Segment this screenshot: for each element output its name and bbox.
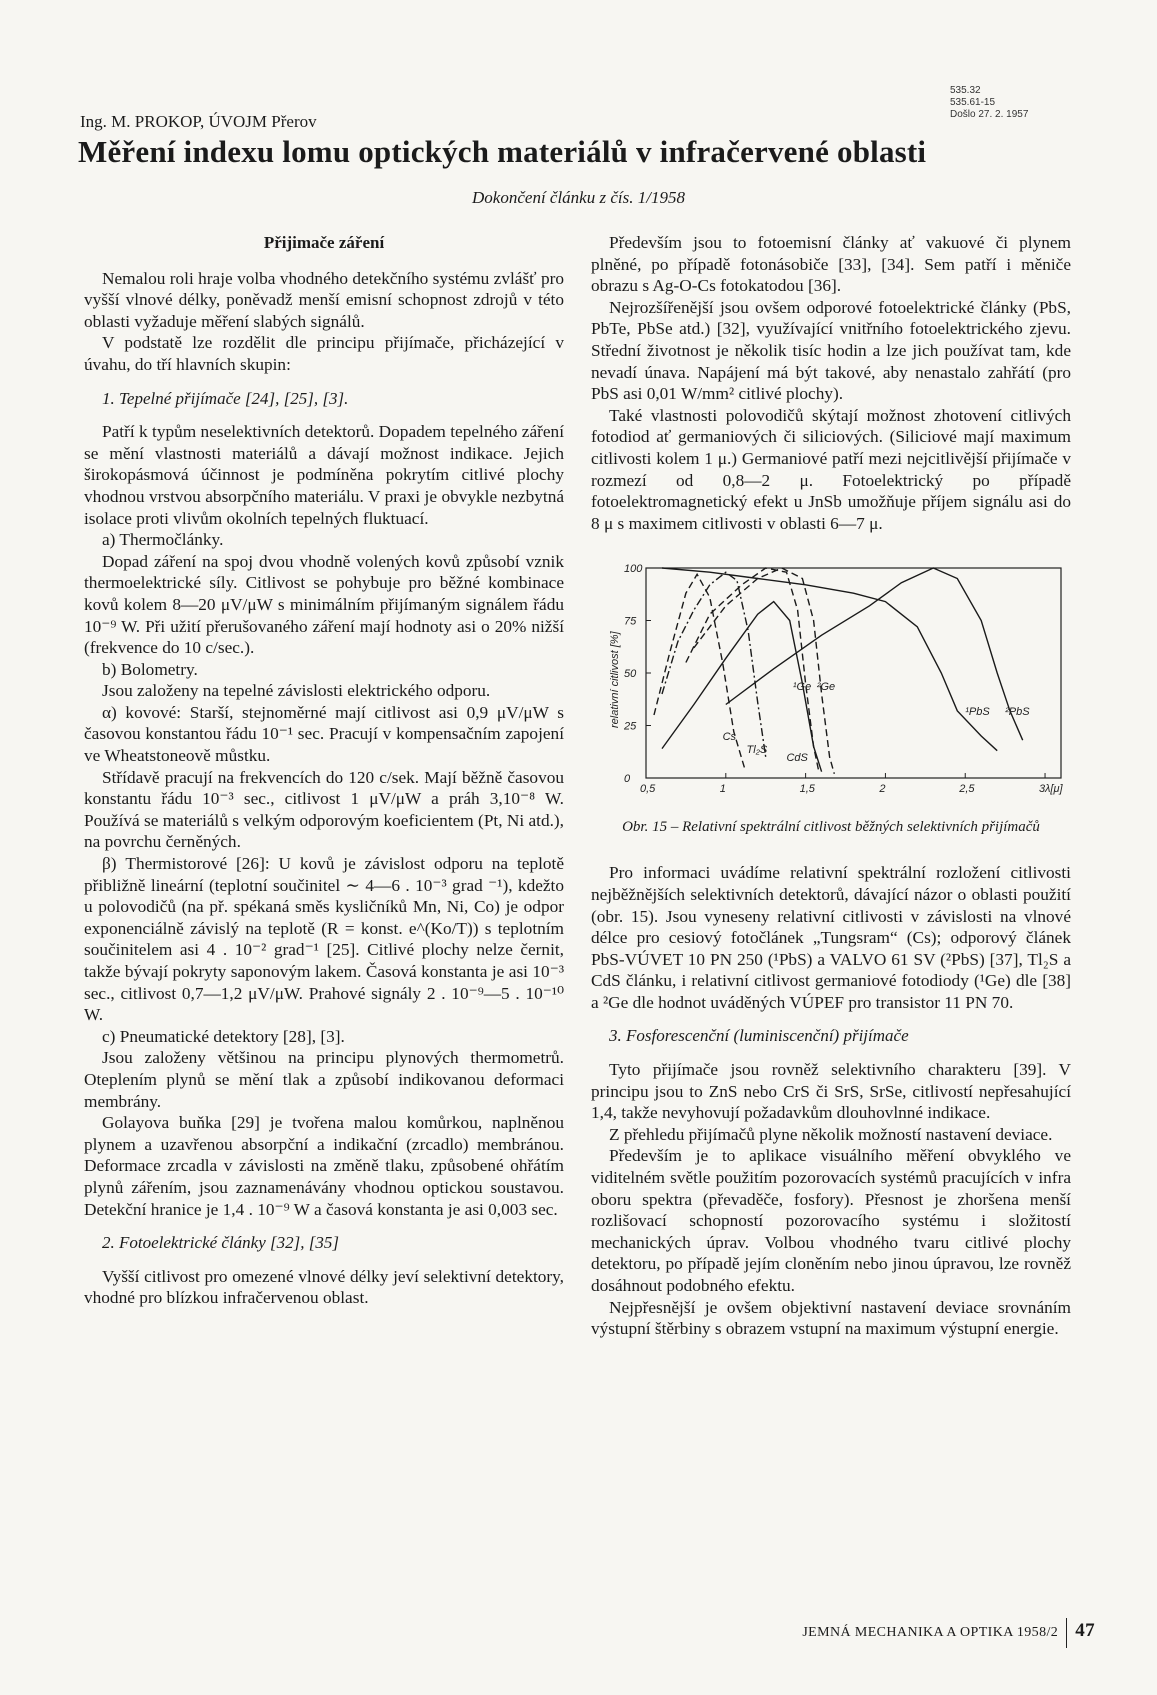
paragraph: Tyto přijímače jsou rovněž selektivního charakteru [39]. V principu jsou to ZnS nebo CrS či SrS, SrSe, citlivostí nepřesahující 1,4, takže nevyhovují požadavkům dlouhovlnné indikace.: [591, 1060, 1071, 1123]
x-tick-label: 2,5: [959, 783, 975, 796]
y-tick-label: 0: [624, 773, 631, 786]
curve-label-cds: CdS: [786, 752, 808, 765]
curve-label-ge2: ²Ge: [816, 681, 836, 694]
x-tick-label: 0,5: [640, 783, 656, 796]
y-tick-label: 50: [624, 668, 637, 681]
paragraph: β) Thermistorové [26]: U kovů je závislost odporu na teplotě přibližně lineární (teplotní součinitel ∼ 4—6 . 10⁻³ grad ⁻¹), kdežto u polovodičů (na př. spékaná směs kysličníků Mn, Ni, Co) je odpor exponenciálně závislý na teplotě (R = konst. e^(Ko/T)) s teplotním součinitelem asi 4 . 10⁻² grad⁻¹ [25]. Citlivé plochy nelze černit, takže bývají pokryty saponovým lakem. Časová konstanta je asi 10⁻³ sec., citlivost 0,7—1,2 μV/μW. Prahové signály 2 . 10⁻⁹—5 . 10⁻¹⁰ W.: [84, 854, 564, 1025]
x-tick-label: 1: [719, 783, 726, 796]
subsection-heading: 3. Fosforescenční (luminiscenční) přijímače: [609, 1026, 909, 1046]
udc-code-2: 535.61-15: [950, 97, 996, 108]
paragraph: Především je to aplikace visuálního měření obvyklého ve viditelném světle použitím pozorovacích systémů pracujících v infra oboru spektra (převaděče, fosfory). Přesnost je zhoršena menší rozlišovací schopností pozorovacího systému i složitostí mechanických úprav. Volbou vhodného tvaru citlivé plochy detektoru, po případě jejím cloněním nebo jinou úpravou, lze rovněž dosáhnout podobného efektu.: [591, 1146, 1071, 1295]
paragraph: b) Bolometry.: [102, 659, 198, 679]
plot-frame: [646, 568, 1061, 778]
received-date: Došlo 27. 2. 1957: [950, 109, 1029, 120]
author-line: Ing. M. PROKOP, ÚVOJM Přerov: [80, 112, 317, 131]
classification-codes: [950, 85, 1028, 121]
page-footer: [802, 1618, 1095, 1648]
subsection-heading: 2. Fotoelektrické články [32], [35]: [102, 1233, 339, 1253]
journal-name: JEMNÁ MECHANIKA A OPTIKA 1958/2: [802, 1625, 1059, 1641]
x-tick-label: 3: [1039, 783, 1046, 796]
x-axis-label: λ[μ]: [1045, 783, 1063, 796]
curve-label-cs: Cs: [722, 731, 737, 744]
series-line-1: [662, 573, 766, 758]
x-tick-label: 1,5: [799, 783, 815, 796]
paragraph: V podstatě lze rozdělit dle principu přijímače, přicházející v úvahu, do tří hlavních skupin:: [84, 333, 564, 374]
curve-label-tl2s: Tl₂S: [746, 744, 768, 757]
section-heading: Přijimače záření: [263, 233, 385, 252]
curve-label-pbs2: ²PbS: [1005, 706, 1030, 719]
paragraph: Nejrozšířenější jsou ovšem odporové fotoelektrické články (PbS, PbTe, PbSe atd.) [32], využívající vnitřního fotoelektrického zjevu. Střední životnost je několik tisíc hodin a lze jich používat tam, kde nevadí únava. Napájení má být takové, aby nenastalo zahřátí (pro PbS asi 0,01 W/mm² citlivé plochy).: [591, 297, 1071, 404]
subsection-heading: 1. Tepelné přijímače [24], [25], [3].: [102, 388, 349, 408]
udc-code-1: 535.32: [950, 85, 981, 96]
paragraph: Střídavě pracují na frekvencích do 120 c/sek. Mají běžně časovou konstantu řádu 10⁻³ sec., citlivost 1 μV/μW a práh 3,10⁻⁸ W. Používá se materiálů s velkým odporovým koeficientem (Pt, Ni atd.), na povrchu černěných.: [84, 767, 564, 852]
series-line-5: [662, 568, 997, 751]
article-title: Měření indexu lomu optických materiálů v infračervené oblasti: [78, 134, 927, 169]
paragraph: Z přehledu přijímačů plyne několik možností nastavení deviace.: [609, 1124, 1053, 1144]
y-tick-label: 25: [624, 720, 637, 733]
paragraph: Golayova buňka [29] je tvořena malou komůrkou, naplněnou plynem a uzavřenou absorpční a indikační (zrcadlo) membránou. Deformace zrcadla v závislosti na změně tlaku, způsobené ohřátím plynů zářením, jsou zaznamenávány vhodnou optickou soustavou. Detekční hranice je 1,4 . 10⁻⁹ W a časová konstanta je asi 0,003 sec.: [84, 1113, 564, 1219]
paragraph: Nemalou roli hraje volba vhodného detekčního systému zvlášť pro vyšší vlnové délky, poněvadž menší emisní schopnost zdrojů v této oblasti vyžaduje měření slabých signálů.: [84, 268, 564, 331]
page-number: 47: [1075, 1620, 1095, 1642]
paragraph: Vyšší citlivost pro omezené vlnové délky jeví selektivní detektory, vhodné pro blízkou infračervenou oblast.: [84, 1266, 564, 1308]
article-subtitle: Dokončení článku z čís. 1/1958: [472, 188, 685, 207]
curve-label-ge1: ¹Ge: [792, 681, 812, 694]
paragraph: Nejpřesnější je ovšem objektivní nastavení deviace srovnáním výstupní štěrbiny s obrazem vstupní na maximum výstupní energie.: [591, 1297, 1071, 1339]
y-tick-label: 75: [624, 615, 637, 628]
paragraph: Také vlastnosti polovodičů skýtají možnost zhotovení citlivých fotodiod ať germaniových či siliciových. (Siliciové mají maximum citlivosti kolem 1 μ.) Germaniové patří mezi nejcitlivější přijímače v rozmezí od 0,8—2 μ. Fotoelektrický po případě fotoelektromagnetický efekt u JnSb umožňuje příjem signálu asi do 8 μ s maximem citlivosti v oblasti 6—7 μ.: [591, 405, 1071, 533]
paragraph: a) Thermočlánky.: [102, 530, 224, 550]
x-tick-label: 2: [879, 783, 886, 796]
paragraph: Především jsou to fotoemisní články ať vakuové či plynem plněné, po případě fotonásobiče [33], [34]. Sem patří i měniče obrazu s Ag-O-Cs fotokatodou [36].: [591, 233, 1071, 296]
paragraph: c) Pneumatické detektory [28], [3].: [102, 1026, 345, 1046]
right-column: [591, 232, 1071, 1340]
paragraph: Patří k typům neselektivních detektorů. Dopadem tepelného záření se mění vlastnosti materiálů a dávají možnost indikace. Jejich širokopásmová účinnost je podmíněna pokrytím citlivé plochy vhodnou vrstvou absorpčního materiálu. V praxi je obvykle nezbytná isolace proti vlivům okolních tepelných fluktuací.: [84, 422, 564, 528]
footer-divider: [1066, 1618, 1067, 1648]
spectral-sensitivity-figure: [591, 546, 1071, 814]
y-tick-label: 100: [624, 563, 643, 576]
y-axis-label: relativní citlivost [%]: [609, 631, 621, 729]
paragraph: α) kovové: Starší, stejnoměrné mají citlivost asi 0,9 μV/μW s časovou konstantou řádu 10⁻¹ sec. Pracují v kompensačním zapojení ve Wheatstoneově můstku.: [84, 702, 564, 766]
curve-label-pbs1: ¹PbS: [965, 706, 990, 719]
paragraph: Dopad záření na spoj dvou vhodně volených kovů způsobí vznik thermoelektrické síly. Citlivost se pohybuje pro běžné kombinace kovů kolem 8—20 μV/μW s minimálním přijímaným signálem řádu 10⁻⁹ W. Při užití přerušovaného záření mají hodnoty asi o 20% nižší (frekvence do 10 c/sec.).: [84, 551, 564, 658]
left-column: [84, 232, 564, 1309]
paragraph: Jsou založeny většinou na principu plynových thermometrů. Oteplením plynů se mění tlak a způsobí indikovanou deformaci membrány.: [84, 1048, 564, 1111]
paragraph: Jsou založeny na tepelné závislosti elektrického odporu.: [102, 681, 491, 701]
paragraph: Pro informaci uvádíme relativní spektrální rozložení citlivosti nejběžnějších selektivních detektorů, dávající názor o oblasti použití (obr. 15). Jsou vyneseny relativní citlivosti v závislosti na vlnové délce pro cesiový fotočlánek „Tungsram“ (Cs); odporový článek PbS-VÚVET 10 PN 250 (¹PbS) a VALVO 61 SV (²PbS) [37], Tl₂S a CdS článku, i relativní citlivost germaniové fotodiody (¹Ge) dle [38] a ²Ge dle hodnot uváděných VÚPEF pro transistor 11 PN 70.: [591, 863, 1071, 1012]
chart-svg: [591, 546, 1071, 814]
figure-caption: Obr. 15 – Relativní spektrální citlivost běžných selektivních přijímačů: [622, 819, 1040, 836]
series-line-3: [686, 568, 819, 770]
